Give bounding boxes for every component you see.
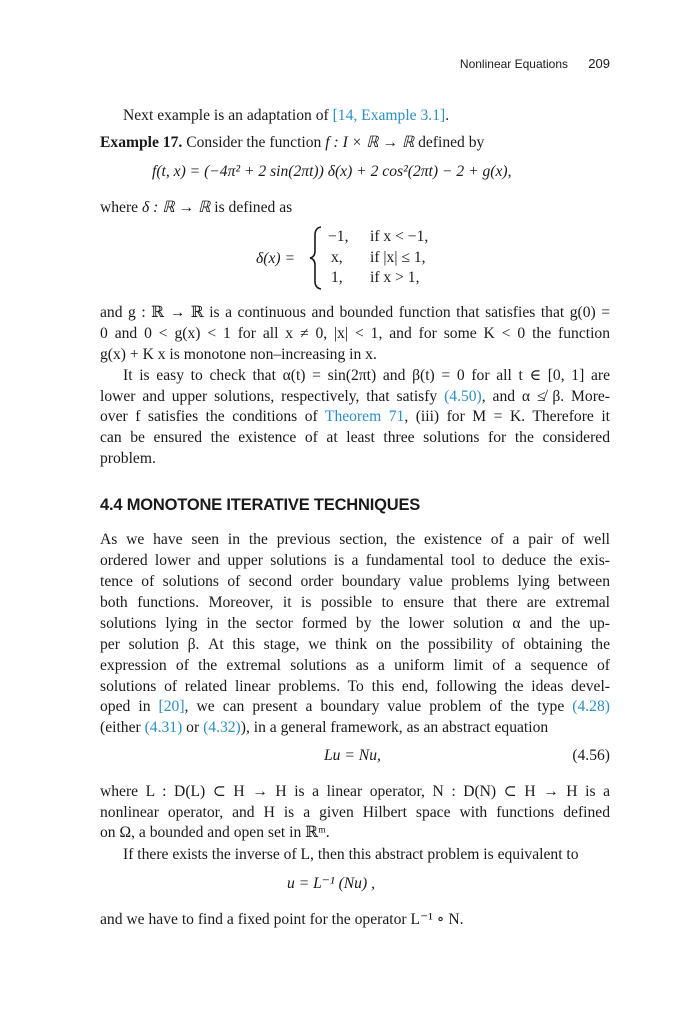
paragraph-line: where L : D(L) ⊂ H → H is a linear operator, N : D(N) ⊂ H → H is a	[100, 783, 610, 800]
ref-link[interactable]: [20]	[158, 698, 185, 715]
paragraph-line: problem.	[100, 450, 156, 467]
running-header	[0, 57, 682, 75]
paragraph-line: ordered lower and upper solutions is a fundamental tool to deduce the exis-	[100, 552, 610, 569]
case-condition: if |x| ≤ 1,	[370, 249, 426, 266]
case-condition: if x > 1,	[370, 269, 420, 286]
eq-ref-link[interactable]: (4.50)	[444, 388, 482, 405]
paragraph-line: expression of the extremal solutions as a uniform limit of a sequence of	[100, 657, 610, 674]
equation-f: f(t, x) = (−4π² + 2 sin(2πt)) δ(x) + 2 cos²(2πt) − 2 + g(x),	[152, 163, 512, 180]
paragraph-line: over f satisfies the conditions of Theorem 71, (iii) for M = K. Therefore it	[100, 408, 610, 425]
paragraph-line: can be ensured the existence of at least three solutions for the considered	[100, 429, 610, 446]
intro-line: Next example is an adaptation of [14, Example 3.1].	[123, 107, 450, 124]
left-brace-icon	[309, 226, 323, 290]
ref-link[interactable]: [14, Example 3.1]	[332, 107, 446, 124]
paragraph-line: on Ω, a bounded and open set in ℝᵐ.	[100, 824, 330, 841]
paragraph-line: both functions. Moreover, it is possible to ensure that there are extremal	[100, 594, 610, 611]
page-number: 209	[588, 56, 610, 71]
paragraph-line: 0 and 0 < g(x) < 1 for all x ≠ 0, |x| < 1, and for some K < 0 the function	[100, 325, 610, 342]
paragraph-line: solutions lying in the sector formed by the lower solution α and the up-	[100, 615, 610, 632]
case-value: −1,	[328, 228, 349, 245]
paragraph-line: tence of solutions of second order boundary value problems lying between	[100, 573, 610, 590]
paragraph-line: and we have to find a fixed point for the operator L⁻¹ ∘ N.	[100, 911, 464, 928]
delta-lhs: δ(x) =	[256, 250, 295, 267]
paragraph-line: g(x) + K x is monotone non–increasing in x.	[100, 346, 377, 363]
paragraph-line: (either (4.31) or (4.32)), in a general framework, as an abstract equation	[100, 719, 549, 736]
case-value: 1,	[331, 269, 343, 286]
paragraph-line: nonlinear operator, and H is a given Hilbert space with functions defined	[100, 804, 610, 821]
theorem-ref-link[interactable]: Theorem 71	[324, 408, 405, 425]
case-condition: if x < −1,	[370, 228, 429, 245]
example-label-line: Example 17. Consider the function f : I × ℝ → ℝ defined by	[100, 134, 485, 151]
paragraph-line: lower and upper solutions, respectively, that satisfy (4.50), and α ≰ β. More-	[100, 388, 610, 405]
paragraph-line: and g : ℝ → ℝ is a continuous and bounded function that satisfies that g(0) =	[100, 304, 610, 321]
section-heading: 4.4 MONOTONE ITERATIVE TECHNIQUES	[100, 496, 421, 514]
eq-ref-link[interactable]: (4.28)	[572, 698, 610, 715]
running-title: Nonlinear Equations	[459, 57, 568, 71]
paragraph-line: solutions of related linear problems. To this end, following the ideas devel-	[100, 678, 610, 695]
eq-ref-link[interactable]: (4.32)	[203, 719, 241, 736]
eq-ref-link[interactable]: (4.31)	[144, 719, 183, 736]
equation-number: (4.56)	[572, 747, 610, 764]
equation-u: u = L⁻¹ (Nu) ,	[287, 875, 375, 892]
paragraph-line: oped in [20], we can present a boundary value problem of the type (4.28)	[100, 698, 610, 715]
paragraph-line: If there exists the inverse of L, then this abstract problem is equivalent to	[123, 846, 579, 863]
delta-definition-line: where δ : ℝ → ℝ is defined as	[100, 199, 293, 216]
equation-lu: Lu = Nu,	[324, 747, 381, 764]
paragraph-line: As we have seen in the previous section, the existence of a pair of well	[100, 531, 610, 548]
case-value: x,	[331, 249, 343, 266]
paragraph-line: It is easy to check that α(t) = sin(2πt) and β(t) = 0 for all t ∈ [0, 1] are	[123, 367, 610, 384]
paragraph-line: per solution β. At this stage, we think on the possibility of obtaining the	[100, 636, 610, 653]
example-label: Example 17.	[100, 134, 183, 151]
